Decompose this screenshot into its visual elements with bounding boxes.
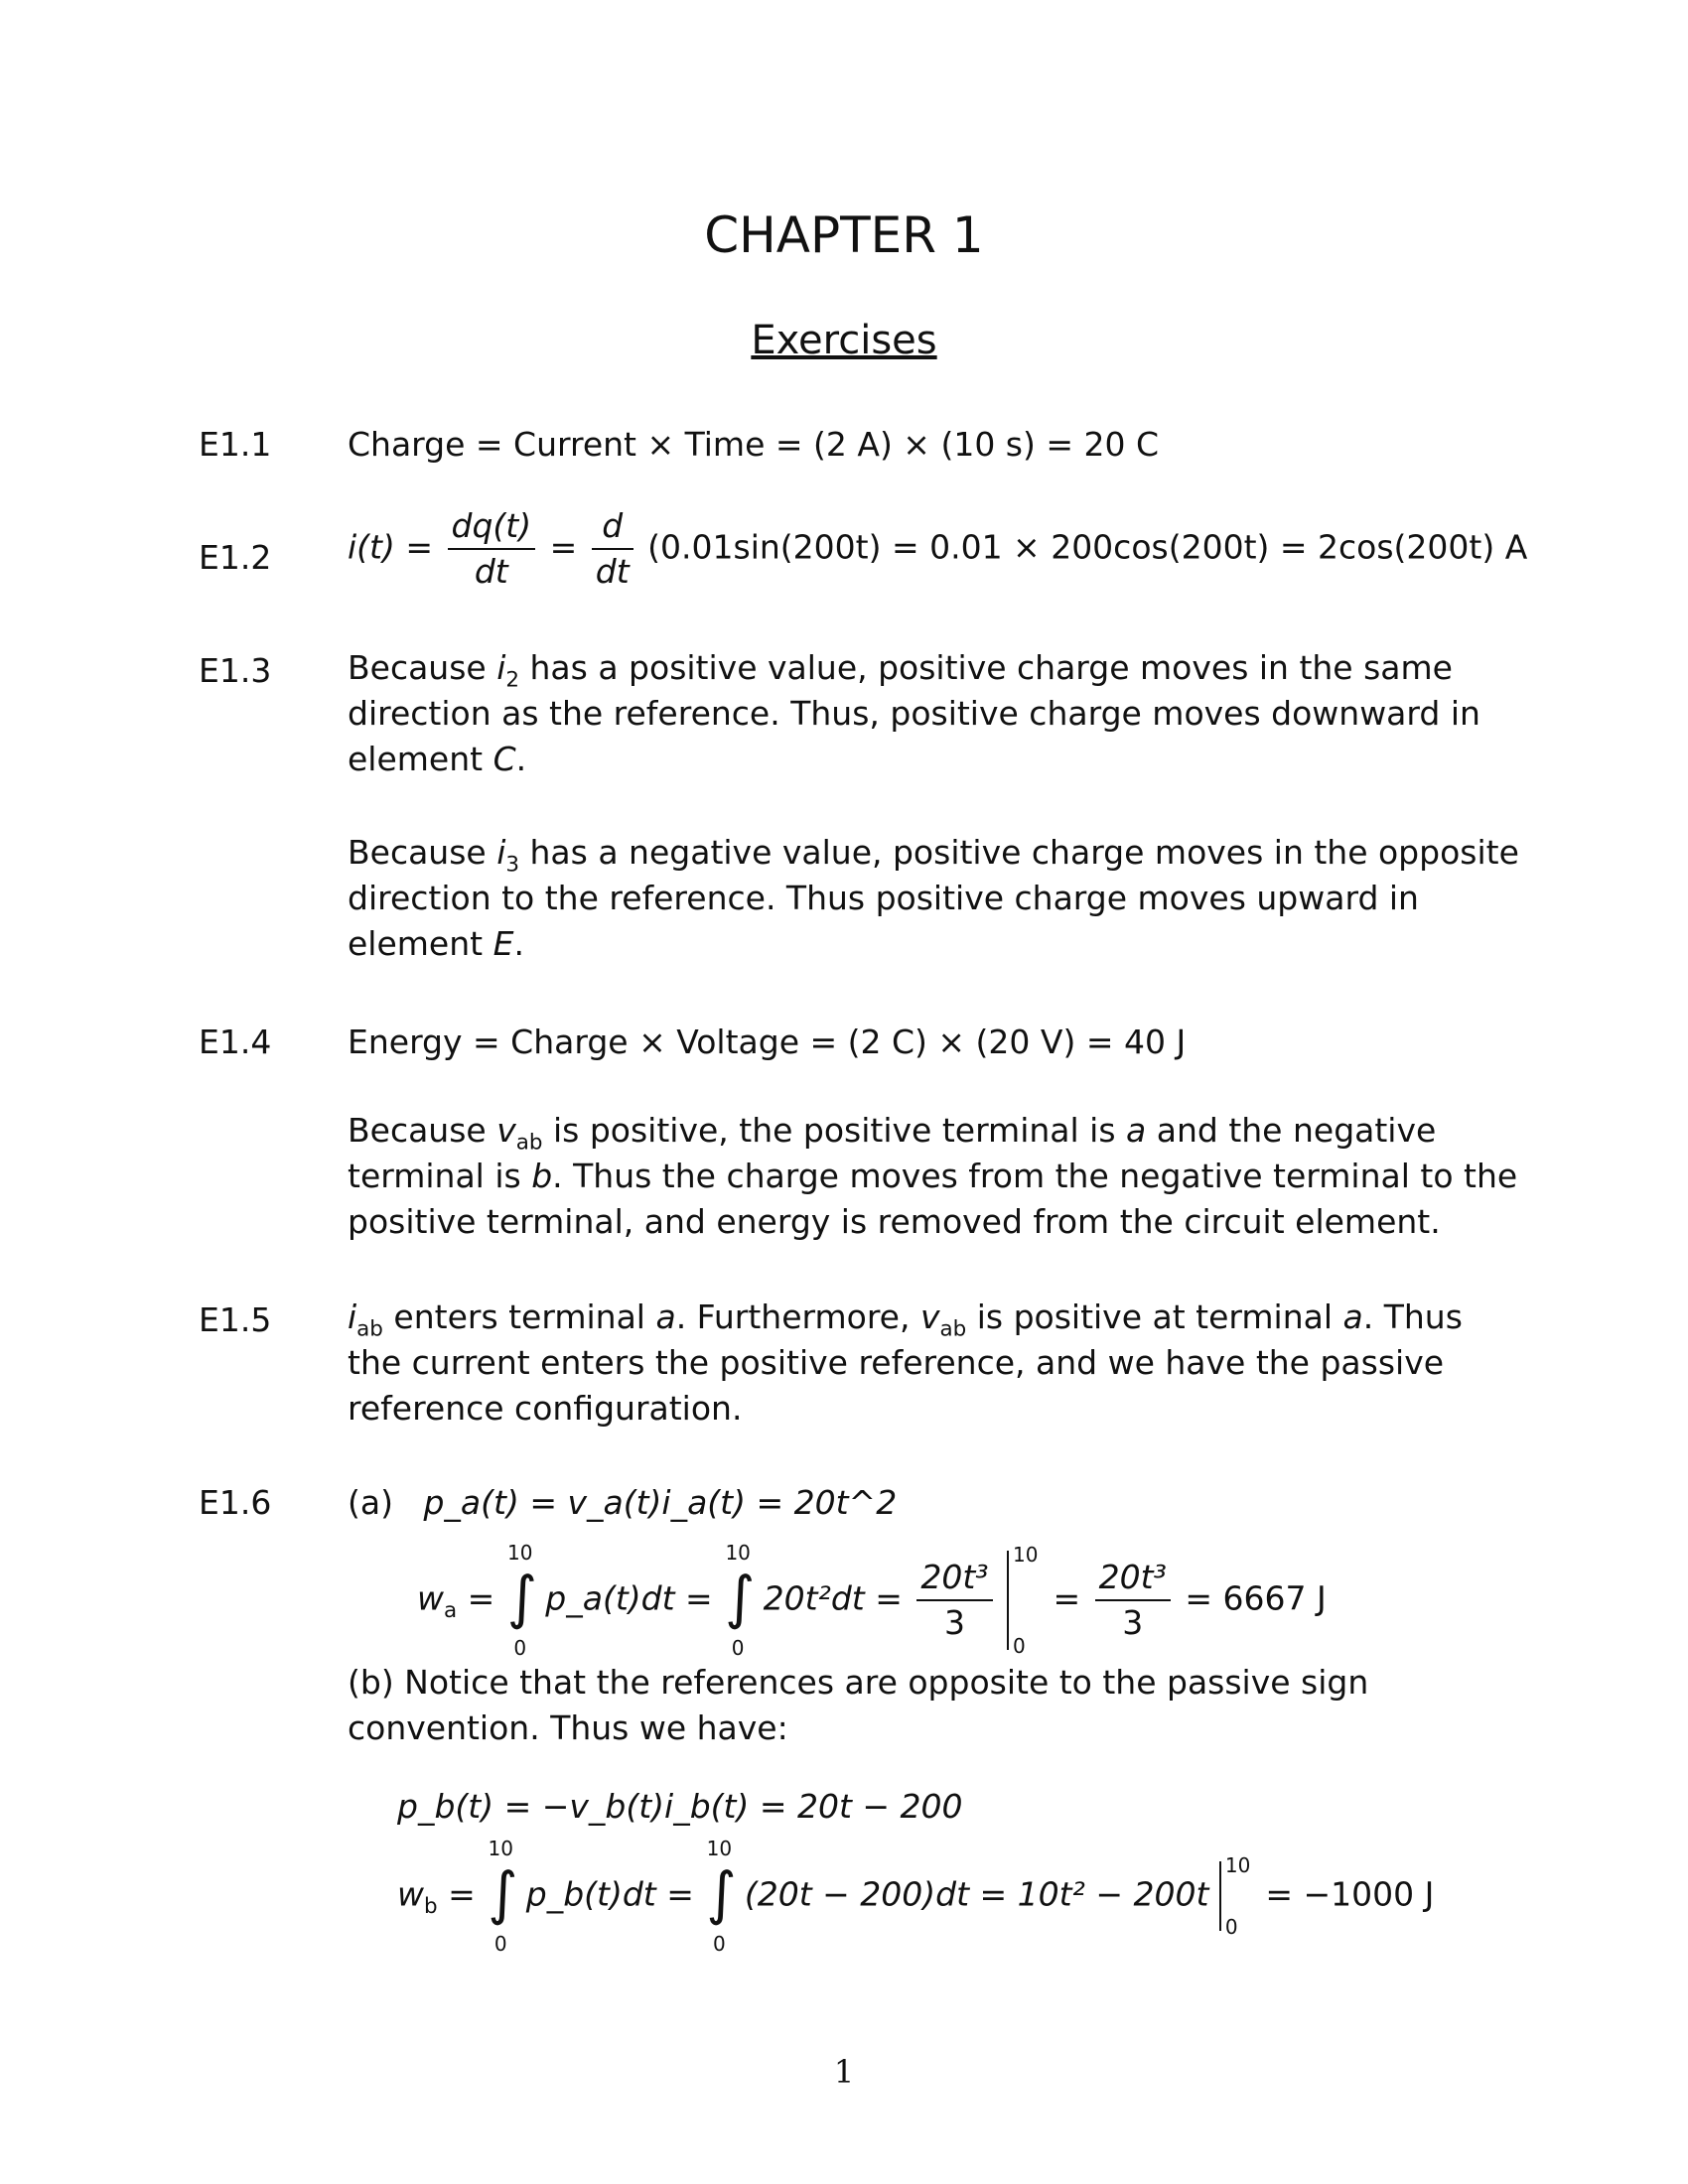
e1-6-wb-integral-2: 10 ∫ 0 — [706, 1837, 737, 1956]
page-number: 1 — [833, 2053, 855, 2091]
e1-6-pb-equation — [397, 1787, 963, 1826]
exercise-label-e1-3: E1.3 — [199, 651, 272, 690]
e1-6-wa-sub: a — [444, 1598, 458, 1623]
e1-4-p-d: . Thus the charge moves from the negative terminal to the positive terminal, and energy is removed from the circuit element. — [348, 1157, 1518, 1241]
e1-4-term-b: b — [531, 1157, 553, 1195]
e1-3-p2-a: Because — [348, 833, 497, 872]
e1-6-wb-integrand-2: (20t − 200)dt = 10t² − 200t — [744, 1874, 1209, 1914]
e1-6-wb-result: = −1000 J — [1265, 1874, 1435, 1914]
exercise-e1-1-text: Charge = Current × Time = (2 A) × (10 s) = 20 C — [348, 425, 1160, 464]
e1-6-wb-integrand-1: p_b(t)dt = — [525, 1874, 694, 1914]
e1-2-frac1-num: dq(t) — [448, 504, 536, 550]
exercise-e1-5-paragraph — [348, 1295, 1519, 1432]
e1-3-p2-var: i — [496, 833, 506, 872]
eval-upper-limit: 10 — [1013, 1543, 1039, 1567]
integral-lower-limit: 0 — [712, 1932, 726, 1956]
e1-6-wb-sub: b — [424, 1894, 438, 1919]
e1-6-wa-equation: $w_a$ = 10 ∫ 0 p_a(t)dt = 10 ∫ 0 20t²dt = $\frac{\text{20t³}}{3}$ 10 0 = $\frac{\text{20t³}}{3}$ = 6667 J — [417, 1541, 1327, 1660]
integral-lower-limit: 0 — [493, 1932, 507, 1956]
e1-3-p1-sub: 2 — [505, 667, 520, 693]
e1-6-wa-frac1-den: 3 — [943, 1603, 965, 1642]
exercise-label-e1-6: E1.6 — [199, 1483, 272, 1522]
exercise-label-e1-1: E1.1 — [199, 425, 272, 464]
integral-lower-limit: 0 — [731, 1636, 745, 1660]
e1-6-wa-frac2-num: 20t³ — [1095, 1556, 1171, 1601]
e1-6-wa-frac1-num: 20t³ — [916, 1556, 992, 1601]
e1-4-p-c: and the negative terminal is — [348, 1111, 1437, 1195]
e1-6-wa-result: = 6667 J — [1185, 1578, 1327, 1618]
e1-5-var-v: v — [919, 1297, 940, 1336]
e1-2-rhs: (0.01sin(200t) = 0.01 × 200cos(200t) = 2cos(200t) A — [647, 527, 1528, 567]
integral-lower-limit: 0 — [513, 1636, 527, 1660]
eval-upper-limit: 10 — [1224, 1853, 1251, 1877]
exercise-e1-4-paragraph — [348, 1108, 1519, 1245]
e1-2-eq2: = — [549, 527, 578, 567]
e1-2-eq1: = — [405, 527, 434, 567]
exercise-e1-4-line: Energy = Charge × Voltage = (2 C) × (20 V) = 40 J — [348, 1023, 1187, 1061]
section-title: Exercises — [751, 318, 937, 363]
e1-3-p2-sub: 3 — [505, 852, 520, 878]
e1-5-t3: is positive at terminal — [966, 1297, 1343, 1336]
e1-6-wa-integrand-1: p_a(t)dt = — [545, 1578, 713, 1618]
chapter-title: CHAPTER 1 — [704, 206, 984, 264]
exercise-e1-3-paragraph-2 — [348, 830, 1519, 967]
e1-6-part-b-text: (b) Notice that the references are opposite to the passive sign convention. Thus we have: — [348, 1663, 1369, 1747]
e1-6-wa-integrand-2: 20t²dt = — [763, 1578, 903, 1618]
e1-6-wb-lhs: w — [397, 1874, 424, 1914]
e1-5-t1: enters terminal — [382, 1297, 656, 1336]
e1-2-frac2-den: dt — [595, 552, 630, 591]
integral-upper-limit: 10 — [488, 1837, 513, 1860]
e1-4-p-b: is positive, the positive terminal is — [542, 1111, 1127, 1150]
exercise-e1-6-part-a-line — [348, 1483, 897, 1522]
exercise-label-e1-4: E1.4 — [199, 1023, 272, 1061]
e1-5-term1: a — [655, 1297, 676, 1336]
e1-6-pa-equation: p_a(t) = v_a(t)i_a(t) = 20t^2 — [423, 1483, 898, 1522]
e1-6-wa-fraction-2 — [1095, 1556, 1171, 1645]
e1-6-wa-frac2-den: 3 — [1122, 1603, 1144, 1642]
e1-3-p1-b: has a positive value, positive charge moves in the same direction as the reference. Thus, positive charge moves downward in element — [348, 648, 1480, 778]
e1-6-wb-equation: $w_b$ = 10 ∫ 0 p_b(t)dt = 10 ∫ 0 (20t − 200)dt = 10t² − 200t 10 0 = −1000 J — [397, 1837, 1435, 1956]
e1-5-term2: a — [1342, 1297, 1363, 1336]
exercise-label-e1-5: E1.5 — [199, 1300, 272, 1339]
e1-5-sub-i: ab — [356, 1316, 383, 1342]
exercise-e1-3-paragraph-1 — [348, 645, 1519, 782]
e1-3-p2-end: . — [513, 924, 524, 963]
e1-6-pb-text: p_b(t) = −v_b(t)i_b(t) = 20t − 200 — [397, 1787, 963, 1826]
eval-lower-limit: 0 — [1224, 1915, 1238, 1939]
e1-6-wb-eval-bar — [1219, 1853, 1255, 1939]
e1-4-p-a: Because — [348, 1111, 497, 1150]
e1-2-lhs: i(t) — [348, 527, 395, 567]
e1-3-p2-b: has a negative value, positive charge moves in the opposite direction to the reference. Thus positive charge moves upward in element — [348, 833, 1519, 963]
e1-4-term-a: a — [1126, 1111, 1147, 1150]
e1-6-wa-integral-2: 10 ∫ 0 — [725, 1541, 756, 1660]
exercise-label-e1-2: E1.2 — [199, 538, 272, 577]
integral-upper-limit: 10 — [725, 1541, 751, 1565]
e1-3-p1-var: i — [496, 648, 506, 687]
e1-2-frac2-num: d — [592, 504, 633, 550]
e1-3-p1-element: C — [492, 740, 516, 778]
e1-5-sub-v: ab — [939, 1316, 967, 1342]
e1-6-wa-integral-1: 10 ∫ 0 — [506, 1541, 537, 1660]
e1-6-wb-integral-1: 10 ∫ 0 — [488, 1837, 518, 1956]
e1-3-p1-a: Because — [348, 648, 497, 687]
integral-upper-limit: 10 — [706, 1837, 733, 1860]
e1-6-wa-eval-bar — [1007, 1543, 1043, 1658]
e1-4-p-sub: ab — [515, 1130, 543, 1156]
e1-2-fraction-d-dt — [592, 504, 633, 594]
e1-3-p2-element: E — [492, 924, 514, 963]
e1-6-wa-lhs: w — [417, 1578, 444, 1618]
e1-4-p-var: v — [496, 1111, 516, 1150]
e1-2-frac1-den: dt — [474, 552, 508, 591]
e1-6-wa-fraction-1 — [916, 1556, 992, 1645]
eval-lower-limit: 0 — [1013, 1634, 1026, 1658]
e1-6-part-a-label: (a) — [348, 1483, 393, 1522]
e1-5-t4: . Thus the current enters the positive reference, and we have the passive reference configuration. — [348, 1297, 1463, 1428]
e1-2-fraction-dq-dt — [448, 504, 536, 594]
e1-5-t2: . Furthermore, — [675, 1297, 920, 1336]
e1-3-p1-end: . — [515, 740, 527, 778]
exercise-e1-2-equation — [348, 504, 1527, 594]
integral-upper-limit: 10 — [507, 1541, 533, 1565]
e1-5-var-i: i — [348, 1297, 357, 1336]
